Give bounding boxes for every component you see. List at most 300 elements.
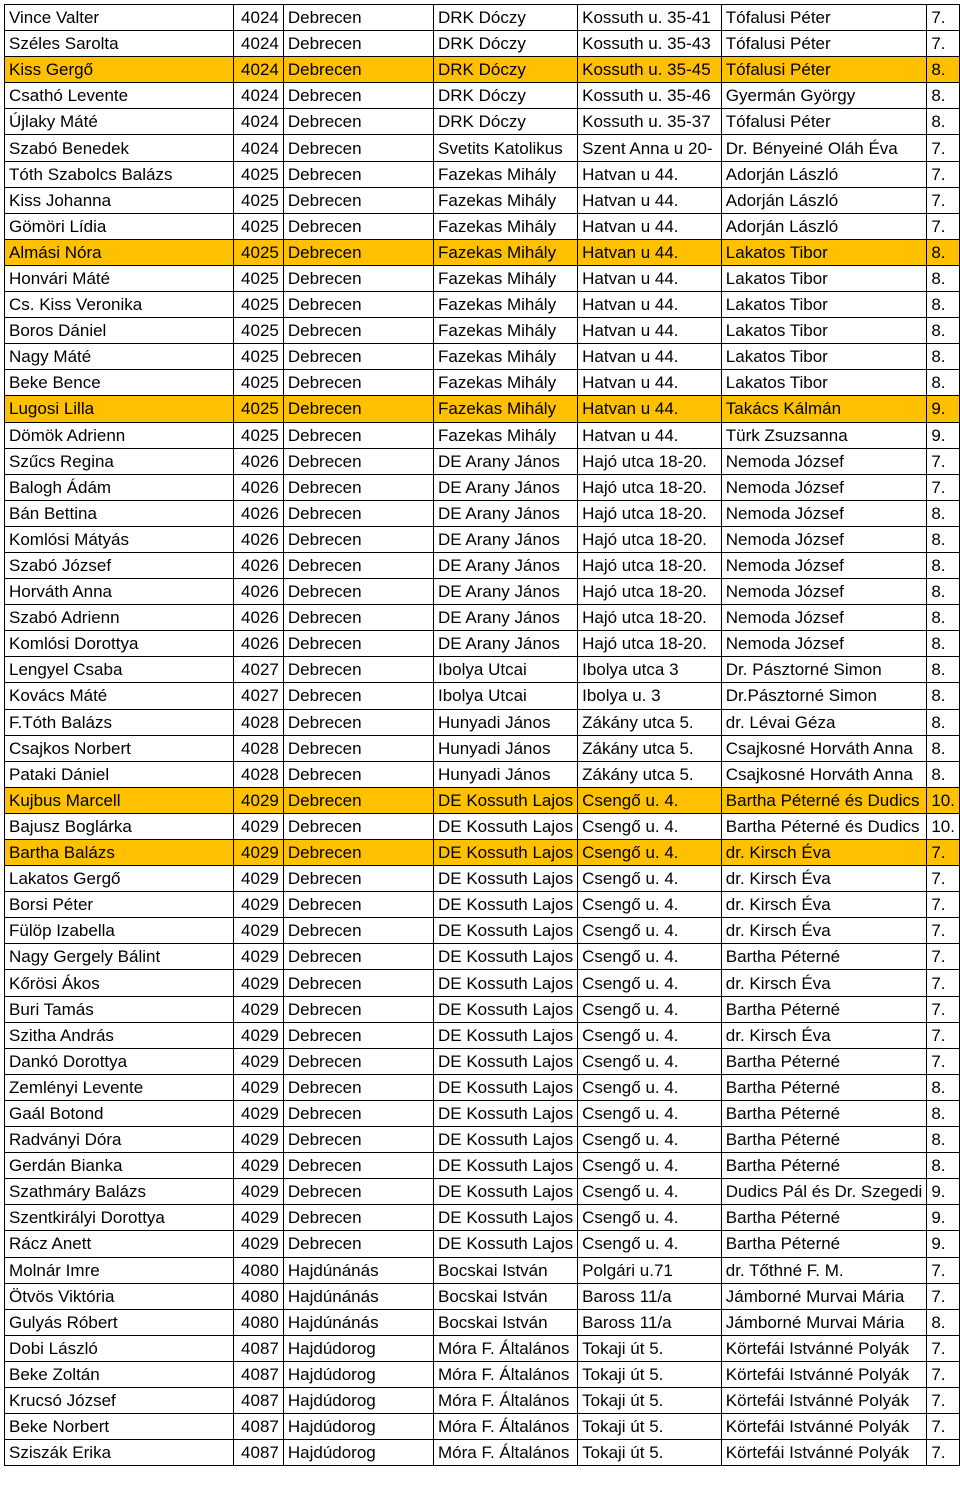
cell-grade[interactable]: 7. (927, 944, 960, 970)
cell-address[interactable]: Hatvan u 44. (578, 265, 722, 291)
cell-school[interactable]: Ibolya Utcai (433, 683, 577, 709)
cell-name[interactable]: F.Tóth Balázs (5, 709, 234, 735)
cell-grade[interactable]: 10. (927, 813, 960, 839)
cell-zip[interactable]: 4087 (233, 1387, 283, 1413)
cell-school[interactable]: DRK Dóczy (433, 109, 577, 135)
cell-school[interactable]: Fazekas Mihály (433, 292, 577, 318)
cell-name[interactable]: Lengyel Csaba (5, 657, 234, 683)
cell-city[interactable]: Hajdúdorog (283, 1335, 433, 1361)
cell-zip[interactable]: 4025 (233, 187, 283, 213)
cell-school[interactable]: DE Kossuth Lajos (433, 813, 577, 839)
cell-city[interactable]: Debrecen (283, 318, 433, 344)
cell-city[interactable]: Debrecen (283, 1100, 433, 1126)
cell-zip[interactable]: 4027 (233, 683, 283, 709)
cell-school[interactable]: DRK Dóczy (433, 31, 577, 57)
cell-name[interactable]: Lugosi Lilla (5, 396, 234, 422)
cell-zip[interactable]: 4028 (233, 735, 283, 761)
cell-grade[interactable]: 8. (927, 1074, 960, 1100)
cell-name[interactable]: Dobi László (5, 1335, 234, 1361)
cell-name[interactable]: Gömöri Lídia (5, 213, 234, 239)
cell-address[interactable]: Csengő u. 4. (578, 996, 722, 1022)
cell-name[interactable]: Pataki Dániel (5, 761, 234, 787)
cell-zip[interactable]: 4029 (233, 1074, 283, 1100)
cell-zip[interactable]: 4029 (233, 970, 283, 996)
cell-grade[interactable]: 7. (927, 996, 960, 1022)
cell-teacher[interactable]: Tófalusi Péter (721, 31, 927, 57)
cell-city[interactable]: Debrecen (283, 213, 433, 239)
cell-city[interactable]: Debrecen (283, 161, 433, 187)
cell-teacher[interactable]: Csajkosné Horváth Anna (721, 735, 927, 761)
cell-school[interactable]: Fazekas Mihály (433, 344, 577, 370)
cell-teacher[interactable]: Bartha Péterné és Dudics (721, 787, 927, 813)
cell-city[interactable]: Debrecen (283, 579, 433, 605)
cell-zip[interactable]: 4026 (233, 552, 283, 578)
cell-school[interactable]: DE Kossuth Lajos (433, 1231, 577, 1257)
cell-zip[interactable]: 4029 (233, 944, 283, 970)
cell-address[interactable]: Tokaji út 5. (578, 1335, 722, 1361)
cell-name[interactable]: Nagy Gergely Bálint (5, 944, 234, 970)
cell-city[interactable]: Hajdúnánás (283, 1309, 433, 1335)
cell-school[interactable]: DE Arany János (433, 552, 577, 578)
cell-city[interactable]: Debrecen (283, 761, 433, 787)
cell-city[interactable]: Debrecen (283, 187, 433, 213)
cell-grade[interactable]: 7. (927, 1048, 960, 1074)
cell-city[interactable]: Debrecen (283, 1153, 433, 1179)
cell-zip[interactable]: 4025 (233, 370, 283, 396)
cell-zip[interactable]: 4026 (233, 448, 283, 474)
cell-school[interactable]: DE Arany János (433, 474, 577, 500)
cell-school[interactable]: Móra F. Általános (433, 1387, 577, 1413)
cell-school[interactable]: Bocskai István (433, 1257, 577, 1283)
cell-address[interactable]: Csengő u. 4. (578, 1048, 722, 1074)
cell-teacher[interactable]: Bartha Péterné (721, 1074, 927, 1100)
cell-school[interactable]: Fazekas Mihály (433, 396, 577, 422)
cell-teacher[interactable]: Bartha Péterné (721, 996, 927, 1022)
cell-address[interactable]: Hatvan u 44. (578, 318, 722, 344)
cell-name[interactable]: Komlósi Dorottya (5, 631, 234, 657)
cell-address[interactable]: Csengő u. 4. (578, 1100, 722, 1126)
cell-zip[interactable]: 4029 (233, 866, 283, 892)
cell-teacher[interactable]: Tófalusi Péter (721, 109, 927, 135)
cell-teacher[interactable]: Dr.Pásztorné Simon (721, 683, 927, 709)
cell-teacher[interactable]: dr. Kirsch Éva (721, 840, 927, 866)
cell-name[interactable]: Horváth Anna (5, 579, 234, 605)
cell-zip[interactable]: 4087 (233, 1414, 283, 1440)
cell-address[interactable]: Tokaji út 5. (578, 1414, 722, 1440)
cell-school[interactable]: Móra F. Általános (433, 1440, 577, 1466)
cell-city[interactable]: Debrecen (283, 474, 433, 500)
cell-address[interactable]: Tokaji út 5. (578, 1387, 722, 1413)
cell-name[interactable]: Fülöp Izabella (5, 918, 234, 944)
cell-name[interactable]: Szathmáry Balázs (5, 1179, 234, 1205)
cell-grade[interactable]: 7. (927, 866, 960, 892)
cell-address[interactable]: Csengő u. 4. (578, 1022, 722, 1048)
cell-address[interactable]: Hatvan u 44. (578, 213, 722, 239)
cell-name[interactable]: Dankó Dorottya (5, 1048, 234, 1074)
cell-name[interactable]: Balogh Ádám (5, 474, 234, 500)
cell-school[interactable]: Svetits Katolikus (433, 135, 577, 161)
cell-address[interactable]: Kossuth u. 35-46 (578, 83, 722, 109)
cell-school[interactable]: DRK Dóczy (433, 83, 577, 109)
cell-address[interactable]: Zákány utca 5. (578, 735, 722, 761)
cell-grade[interactable]: 8. (927, 683, 960, 709)
cell-school[interactable]: DE Arany János (433, 579, 577, 605)
cell-name[interactable]: Komlósi Mátyás (5, 526, 234, 552)
cell-teacher[interactable]: dr. Kirsch Éva (721, 970, 927, 996)
cell-address[interactable]: Baross 11/a (578, 1283, 722, 1309)
cell-teacher[interactable]: Körtefái Istvánné Polyák (721, 1414, 927, 1440)
cell-teacher[interactable]: Adorján László (721, 161, 927, 187)
cell-teacher[interactable]: Körtefái Istvánné Polyák (721, 1440, 927, 1466)
cell-grade[interactable]: 8. (927, 1309, 960, 1335)
cell-name[interactable]: Kujbus Marcell (5, 787, 234, 813)
cell-name[interactable]: Almási Nóra (5, 239, 234, 265)
cell-address[interactable]: Hajó utca 18-20. (578, 605, 722, 631)
cell-grade[interactable]: 7. (927, 1440, 960, 1466)
cell-grade[interactable]: 7. (927, 31, 960, 57)
cell-school[interactable]: Fazekas Mihály (433, 187, 577, 213)
cell-grade[interactable]: 7. (927, 161, 960, 187)
cell-school[interactable]: DE Kossuth Lajos (433, 970, 577, 996)
cell-address[interactable]: Kossuth u. 35-37 (578, 109, 722, 135)
cell-school[interactable]: DE Arany János (433, 526, 577, 552)
cell-school[interactable]: DE Kossuth Lajos (433, 1127, 577, 1153)
cell-grade[interactable]: 7. (927, 135, 960, 161)
cell-zip[interactable]: 4025 (233, 265, 283, 291)
cell-teacher[interactable]: Bartha Péterné (721, 1231, 927, 1257)
cell-grade[interactable]: 7. (927, 213, 960, 239)
cell-teacher[interactable]: Bartha Péterné (721, 1153, 927, 1179)
cell-city[interactable]: Debrecen (283, 709, 433, 735)
cell-school[interactable]: DE Kossuth Lajos (433, 918, 577, 944)
cell-address[interactable]: Hatvan u 44. (578, 187, 722, 213)
cell-name[interactable]: Gaál Botond (5, 1100, 234, 1126)
cell-grade[interactable]: 7. (927, 1335, 960, 1361)
cell-school[interactable]: DE Kossuth Lajos (433, 1179, 577, 1205)
cell-teacher[interactable]: Bartha Péterné (721, 1127, 927, 1153)
cell-city[interactable]: Debrecen (283, 135, 433, 161)
cell-city[interactable]: Debrecen (283, 1231, 433, 1257)
cell-teacher[interactable]: Bartha Péterné (721, 1048, 927, 1074)
cell-teacher[interactable]: Lakatos Tibor (721, 344, 927, 370)
cell-zip[interactable]: 4029 (233, 787, 283, 813)
cell-zip[interactable]: 4025 (233, 422, 283, 448)
cell-name[interactable]: Dömök Adrienn (5, 422, 234, 448)
cell-grade[interactable]: 8. (927, 1153, 960, 1179)
cell-name[interactable]: Boros Dániel (5, 318, 234, 344)
cell-zip[interactable]: 4025 (233, 318, 283, 344)
cell-city[interactable]: Debrecen (283, 813, 433, 839)
cell-address[interactable]: Hajó utca 18-20. (578, 500, 722, 526)
cell-zip[interactable]: 4029 (233, 1205, 283, 1231)
cell-school[interactable]: DE Kossuth Lajos (433, 1100, 577, 1126)
cell-zip[interactable]: 4025 (233, 213, 283, 239)
cell-address[interactable]: Tokaji út 5. (578, 1361, 722, 1387)
cell-address[interactable]: Hatvan u 44. (578, 239, 722, 265)
cell-name[interactable]: Szitha András (5, 1022, 234, 1048)
cell-name[interactable]: Gulyás Róbert (5, 1309, 234, 1335)
cell-teacher[interactable]: Takács Kálmán (721, 396, 927, 422)
cell-grade[interactable]: 8. (927, 83, 960, 109)
cell-name[interactable]: Ötvös Viktória (5, 1283, 234, 1309)
cell-grade[interactable]: 8. (927, 735, 960, 761)
cell-zip[interactable]: 4025 (233, 161, 283, 187)
cell-grade[interactable]: 9. (927, 396, 960, 422)
cell-address[interactable]: Csengő u. 4. (578, 1205, 722, 1231)
cell-teacher[interactable]: Türk Zsuzsanna (721, 422, 927, 448)
cell-school[interactable]: Bocskai István (433, 1283, 577, 1309)
cell-name[interactable]: Bartha Balázs (5, 840, 234, 866)
cell-address[interactable]: Ibolya u. 3 (578, 683, 722, 709)
cell-address[interactable]: Kossuth u. 35-43 (578, 31, 722, 57)
cell-address[interactable]: Hajó utca 18-20. (578, 579, 722, 605)
cell-address[interactable]: Hatvan u 44. (578, 344, 722, 370)
cell-address[interactable]: Kossuth u. 35-45 (578, 57, 722, 83)
cell-name[interactable]: Lakatos Gergő (5, 866, 234, 892)
cell-teacher[interactable]: Bartha Péterné (721, 1205, 927, 1231)
cell-address[interactable]: Csengő u. 4. (578, 1231, 722, 1257)
cell-zip[interactable]: 4080 (233, 1309, 283, 1335)
cell-city[interactable]: Debrecen (283, 448, 433, 474)
cell-teacher[interactable]: Dr. Bényeiné Oláh Éva (721, 135, 927, 161)
cell-zip[interactable]: 4024 (233, 109, 283, 135)
cell-grade[interactable]: 8. (927, 709, 960, 735)
cell-school[interactable]: DE Arany János (433, 605, 577, 631)
cell-name[interactable]: Újlaky Máté (5, 109, 234, 135)
cell-zip[interactable]: 4026 (233, 500, 283, 526)
cell-zip[interactable]: 4028 (233, 709, 283, 735)
cell-teacher[interactable]: Jámborné Murvai Mária (721, 1309, 927, 1335)
cell-teacher[interactable]: Lakatos Tibor (721, 292, 927, 318)
cell-grade[interactable]: 7. (927, 1283, 960, 1309)
cell-grade[interactable]: 8. (927, 239, 960, 265)
cell-name[interactable]: Szabó Benedek (5, 135, 234, 161)
cell-grade[interactable]: 7. (927, 1022, 960, 1048)
cell-address[interactable]: Hajó utca 18-20. (578, 448, 722, 474)
cell-teacher[interactable]: Nemoda József (721, 552, 927, 578)
cell-city[interactable]: Debrecen (283, 866, 433, 892)
cell-address[interactable]: Baross 11/a (578, 1309, 722, 1335)
cell-grade[interactable]: 8. (927, 109, 960, 135)
cell-name[interactable]: Tóth Szabolcs Balázs (5, 161, 234, 187)
cell-school[interactable]: DE Kossuth Lajos (433, 996, 577, 1022)
cell-zip[interactable]: 4026 (233, 474, 283, 500)
cell-city[interactable]: Debrecen (283, 31, 433, 57)
cell-grade[interactable]: 9. (927, 1179, 960, 1205)
cell-address[interactable]: Csengő u. 4. (578, 918, 722, 944)
cell-grade[interactable]: 7. (927, 187, 960, 213)
cell-zip[interactable]: 4029 (233, 1179, 283, 1205)
cell-city[interactable]: Debrecen (283, 657, 433, 683)
cell-zip[interactable]: 4029 (233, 1048, 283, 1074)
cell-school[interactable]: Móra F. Általános (433, 1361, 577, 1387)
cell-school[interactable]: Móra F. Általános (433, 1414, 577, 1440)
cell-address[interactable]: Csengő u. 4. (578, 840, 722, 866)
cell-name[interactable]: Bán Bettina (5, 500, 234, 526)
cell-grade[interactable]: 8. (927, 370, 960, 396)
cell-zip[interactable]: 4087 (233, 1361, 283, 1387)
cell-city[interactable]: Debrecen (283, 83, 433, 109)
cell-name[interactable]: Kőrösi Ákos (5, 970, 234, 996)
cell-zip[interactable]: 4029 (233, 840, 283, 866)
cell-school[interactable]: Hunyadi János (433, 735, 577, 761)
cell-zip[interactable]: 4029 (233, 1022, 283, 1048)
cell-name[interactable]: Kovács Máté (5, 683, 234, 709)
cell-address[interactable]: Csengő u. 4. (578, 892, 722, 918)
cell-teacher[interactable]: Bartha Péterné és Dudics (721, 813, 927, 839)
cell-teacher[interactable]: Dr. Pásztorné Simon (721, 657, 927, 683)
cell-grade[interactable]: 7. (927, 448, 960, 474)
cell-teacher[interactable]: Nemoda József (721, 579, 927, 605)
cell-teacher[interactable]: Nemoda József (721, 448, 927, 474)
cell-zip[interactable]: 4026 (233, 605, 283, 631)
cell-teacher[interactable]: Tófalusi Péter (721, 57, 927, 83)
cell-address[interactable]: Hatvan u 44. (578, 292, 722, 318)
cell-school[interactable]: Fazekas Mihály (433, 318, 577, 344)
cell-grade[interactable]: 7. (927, 1361, 960, 1387)
cell-teacher[interactable]: Nemoda József (721, 474, 927, 500)
cell-city[interactable]: Debrecen (283, 787, 433, 813)
cell-address[interactable]: Hatvan u 44. (578, 370, 722, 396)
cell-city[interactable]: Debrecen (283, 735, 433, 761)
cell-school[interactable]: Fazekas Mihály (433, 370, 577, 396)
cell-zip[interactable]: 4025 (233, 344, 283, 370)
cell-zip[interactable]: 4026 (233, 631, 283, 657)
cell-city[interactable]: Debrecen (283, 605, 433, 631)
cell-grade[interactable]: 8. (927, 292, 960, 318)
cell-city[interactable]: Hajdúdorog (283, 1440, 433, 1466)
cell-zip[interactable]: 4029 (233, 996, 283, 1022)
cell-zip[interactable]: 4029 (233, 813, 283, 839)
cell-address[interactable]: Csengő u. 4. (578, 1127, 722, 1153)
cell-grade[interactable]: 7. (927, 1257, 960, 1283)
cell-grade[interactable]: 7. (927, 1414, 960, 1440)
cell-zip[interactable]: 4026 (233, 579, 283, 605)
cell-teacher[interactable]: Gyermán György (721, 83, 927, 109)
cell-name[interactable]: Honvári Máté (5, 265, 234, 291)
cell-teacher[interactable]: Bartha Péterné (721, 1100, 927, 1126)
cell-school[interactable]: Ibolya Utcai (433, 657, 577, 683)
cell-address[interactable]: Szent Anna u 20- (578, 135, 722, 161)
cell-name[interactable]: Krucsó József (5, 1387, 234, 1413)
cell-name[interactable]: Buri Tamás (5, 996, 234, 1022)
cell-grade[interactable]: 8. (927, 265, 960, 291)
cell-grade[interactable]: 8. (927, 57, 960, 83)
cell-teacher[interactable]: dr. Lévai Géza (721, 709, 927, 735)
cell-zip[interactable]: 4024 (233, 135, 283, 161)
cell-school[interactable]: Fazekas Mihály (433, 239, 577, 265)
cell-teacher[interactable]: dr. Kirsch Éva (721, 918, 927, 944)
cell-address[interactable]: Csengő u. 4. (578, 1179, 722, 1205)
cell-grade[interactable]: 7. (927, 840, 960, 866)
cell-teacher[interactable]: Adorján László (721, 213, 927, 239)
cell-grade[interactable]: 9. (927, 422, 960, 448)
cell-zip[interactable]: 4080 (233, 1283, 283, 1309)
cell-name[interactable]: Gerdán Bianka (5, 1153, 234, 1179)
cell-zip[interactable]: 4029 (233, 1100, 283, 1126)
cell-name[interactable]: Molnár Imre (5, 1257, 234, 1283)
cell-city[interactable]: Debrecen (283, 396, 433, 422)
cell-zip[interactable]: 4024 (233, 5, 283, 31)
cell-school[interactable]: Fazekas Mihály (433, 213, 577, 239)
cell-teacher[interactable]: Körtefái Istvánné Polyák (721, 1335, 927, 1361)
cell-school[interactable]: DRK Dóczy (433, 57, 577, 83)
cell-grade[interactable]: 8. (927, 761, 960, 787)
cell-name[interactable]: Széles Sarolta (5, 31, 234, 57)
cell-grade[interactable]: 9. (927, 1205, 960, 1231)
cell-teacher[interactable]: Tófalusi Péter (721, 5, 927, 31)
cell-zip[interactable]: 4026 (233, 526, 283, 552)
cell-city[interactable]: Debrecen (283, 292, 433, 318)
cell-grade[interactable]: 8. (927, 605, 960, 631)
cell-school[interactable]: DRK Dóczy (433, 5, 577, 31)
cell-name[interactable]: Szabó Adrienn (5, 605, 234, 631)
cell-zip[interactable]: 4025 (233, 239, 283, 265)
cell-teacher[interactable]: dr. Kirsch Éva (721, 1022, 927, 1048)
cell-teacher[interactable]: Dudics Pál és Dr. Szegedi (721, 1179, 927, 1205)
cell-address[interactable]: Polgári u.71 (578, 1257, 722, 1283)
cell-address[interactable]: Csengő u. 4. (578, 1074, 722, 1100)
cell-zip[interactable]: 4029 (233, 918, 283, 944)
cell-grade[interactable]: 8. (927, 344, 960, 370)
cell-address[interactable]: Csengő u. 4. (578, 866, 722, 892)
cell-city[interactable]: Debrecen (283, 109, 433, 135)
cell-school[interactable]: DE Kossuth Lajos (433, 866, 577, 892)
cell-teacher[interactable]: Lakatos Tibor (721, 239, 927, 265)
cell-school[interactable]: DE Kossuth Lajos (433, 1074, 577, 1100)
cell-zip[interactable]: 4087 (233, 1335, 283, 1361)
cell-city[interactable]: Hajdúnánás (283, 1283, 433, 1309)
cell-address[interactable]: Tokaji út 5. (578, 1440, 722, 1466)
cell-zip[interactable]: 4087 (233, 1440, 283, 1466)
cell-city[interactable]: Hajdúdorog (283, 1414, 433, 1440)
cell-teacher[interactable]: Nemoda József (721, 526, 927, 552)
cell-school[interactable]: DE Kossuth Lajos (433, 944, 577, 970)
cell-grade[interactable]: 9. (927, 1231, 960, 1257)
cell-address[interactable]: Csengő u. 4. (578, 813, 722, 839)
cell-city[interactable]: Debrecen (283, 1048, 433, 1074)
cell-name[interactable]: Beke Norbert (5, 1414, 234, 1440)
cell-teacher[interactable]: Lakatos Tibor (721, 318, 927, 344)
cell-zip[interactable]: 4024 (233, 83, 283, 109)
cell-school[interactable]: DE Arany János (433, 448, 577, 474)
cell-school[interactable]: DE Kossuth Lajos (433, 1048, 577, 1074)
cell-school[interactable]: DE Arany János (433, 631, 577, 657)
cell-zip[interactable]: 4029 (233, 1127, 283, 1153)
cell-zip[interactable]: 4024 (233, 57, 283, 83)
cell-address[interactable]: Hatvan u 44. (578, 396, 722, 422)
cell-city[interactable]: Debrecen (283, 683, 433, 709)
cell-city[interactable]: Hajdúdorog (283, 1387, 433, 1413)
cell-grade[interactable]: 8. (927, 657, 960, 683)
cell-name[interactable]: Vince Valter (5, 5, 234, 31)
cell-address[interactable]: Zákány utca 5. (578, 761, 722, 787)
cell-teacher[interactable]: Bartha Péterné (721, 944, 927, 970)
cell-name[interactable]: Szűcs Regina (5, 448, 234, 474)
cell-city[interactable]: Debrecen (283, 996, 433, 1022)
cell-address[interactable]: Hajó utca 18-20. (578, 474, 722, 500)
cell-grade[interactable]: 8. (927, 579, 960, 605)
cell-teacher[interactable]: dr. Kirsch Éva (721, 892, 927, 918)
cell-school[interactable]: Fazekas Mihály (433, 161, 577, 187)
cell-school[interactable]: DE Kossuth Lajos (433, 787, 577, 813)
cell-name[interactable]: Sziszák Erika (5, 1440, 234, 1466)
cell-city[interactable]: Debrecen (283, 1179, 433, 1205)
cell-city[interactable]: Debrecen (283, 1205, 433, 1231)
cell-teacher[interactable]: Körtefái Istvánné Polyák (721, 1387, 927, 1413)
cell-grade[interactable]: 8. (927, 318, 960, 344)
cell-zip[interactable]: 4024 (233, 31, 283, 57)
